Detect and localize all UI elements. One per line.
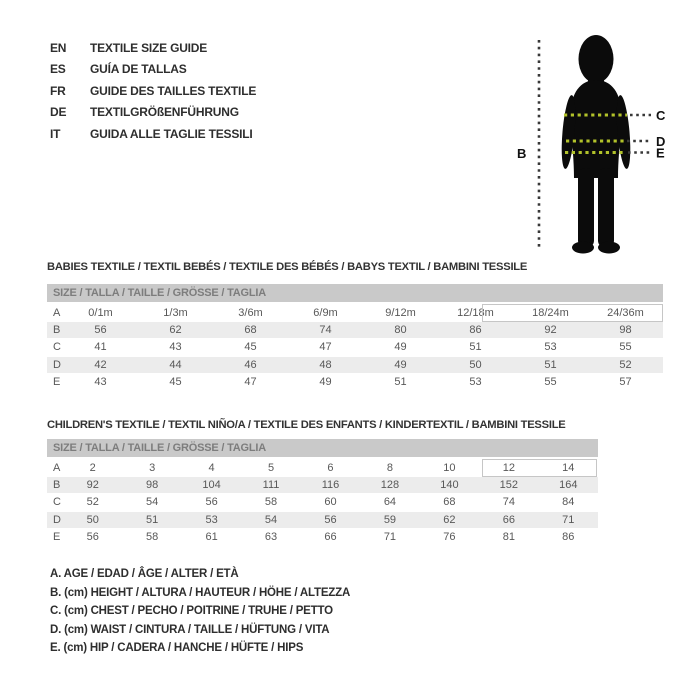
table-cell: 51 [394,376,407,389]
table-cell: 56 [86,531,99,544]
table-row [47,529,598,546]
table-cell: 2 [89,461,96,474]
table-cell: 62 [169,324,182,337]
legend-line: D. (cm) WAIST / CINTURA / TAILLE / HÜFTUNG / VITA [50,623,330,636]
table-cell: 164 [559,479,578,492]
table-cell: 5 [267,461,275,474]
table-cell: 43 [169,341,182,354]
table-cell: 3 [149,461,156,474]
children-size-table [47,439,598,546]
language-code: DE [50,105,67,120]
table-cell: 50 [469,358,482,371]
language-row [50,123,256,145]
size-header-bar: SIZE / TALLA / TAILLE / GRÖSSE / TAGLIA [47,284,663,302]
waist-label: D [656,134,666,149]
row-label: D [53,358,61,371]
table-cell: 4 [208,461,215,474]
table-row [47,476,598,493]
hip-label: E [656,145,665,161]
table-cell: 128 [380,479,400,492]
language-title: GUIDA ALLE TAGLIE TESSILI [90,126,253,141]
table-cell: 92 [544,324,557,337]
table-cell: 98 [146,479,159,492]
row-label: B [53,479,61,492]
table-cell: 47 [319,341,332,354]
language-code: IT [50,126,61,141]
table-cell: 12 [502,461,515,474]
table-cell: 84 [562,496,575,509]
table-cell: 44 [169,358,182,371]
table-cell: 111 [262,479,280,492]
table-cell: 62 [443,513,456,526]
language-code: FR [50,83,66,98]
table-cell: 46 [244,358,257,371]
table-cell: 55 [619,341,632,354]
table-row [47,494,598,511]
table-cell: 41 [94,341,107,354]
legend-line: C. (cm) CHEST / PECHO / POITRINE / TRUHE / PETTO [50,605,333,618]
legend-line: A. AGE / EDAD / ÂGE / ALTER / ETÀ [50,568,239,580]
table-cell: 140 [440,479,459,492]
language-row [50,37,256,59]
language-row [50,102,256,124]
table-cell: 50 [86,513,99,526]
table-cell: 116 [321,479,340,492]
table-row [47,511,598,528]
table-cell: 9/12m [385,306,416,319]
table-cell: 63 [264,531,278,544]
language-title: GUÍA DE TALLAS [90,62,187,77]
table-cell: 58 [264,496,278,509]
row-label: E [53,376,61,389]
table-cell: 86 [469,324,482,337]
table-cell: 81 [502,531,515,544]
table-cell: 1/3m [163,306,188,319]
table-row [47,459,598,476]
language-title: TEXTILE SIZE GUIDE [90,40,208,55]
children-section-title: CHILDREN'S TEXTILE / TEXTIL NIÑO/A / TEXTILE DES ENFANTS / KINDERTEXTIL / BAMBINI TESSILE [47,419,566,431]
table-cell: 12/18m [457,306,494,319]
table-cell: 52 [619,358,632,371]
legend-line: B. (cm) HEIGHT / ALTURA / HAUTEUR / HÖHE / ALTEZZA [50,586,351,599]
chest-label: C [656,108,666,123]
table-cell: 58 [146,531,159,544]
table-cell: 104 [202,479,221,492]
table-cell: 47 [244,376,257,389]
table-body [47,459,598,546]
size-header-bar: SIZE / TALLA / TAILLE / GRÖSSE / TAGLIA [47,439,598,457]
table-row [47,339,663,356]
table-cell: 71 [562,513,575,526]
table-cell: 56 [324,513,337,526]
table-cell: 18/24m [532,306,569,319]
height-label: B [517,146,527,161]
measurement-legend [50,565,350,658]
table-cell: 80 [394,324,407,337]
table-cell: 49 [394,341,407,354]
table-cell: 53 [469,376,482,389]
table-cell: 56 [94,324,107,337]
row-label: D [53,513,61,526]
table-cell: 14 [562,461,575,474]
table-cell: 53 [544,341,557,354]
table-cell: 66 [324,531,337,544]
language-title: GUIDE DES TAILLES TEXTILE [90,83,257,98]
table-cell: 10 [443,461,456,474]
language-code: EN [50,40,67,55]
table-cell: 68 [244,324,257,337]
table-cell: 66 [502,513,515,526]
table-cell: 57 [619,376,632,389]
figure-svg [500,28,700,258]
table-cell: 92 [86,479,99,492]
table-row [47,321,663,338]
row-label: A [53,461,61,474]
row-label: C [53,341,61,354]
table-row [47,304,663,321]
table-cell: 51 [146,513,159,526]
table-cell: 53 [205,513,218,526]
table-cell: 49 [394,358,407,371]
language-row [50,59,256,81]
table-cell: 98 [619,324,632,337]
table-cell: 3/6m [238,306,263,319]
table-cell: 6 [327,461,334,474]
table-cell: 51 [544,358,557,371]
language-row [50,80,256,102]
table-cell: 49 [319,376,332,389]
table-cell: 42 [94,358,107,371]
table-row [47,374,663,391]
table-cell: 60 [324,496,337,509]
language-title: TEXTILGRÖßENFÜHRUNG [90,105,239,120]
table-cell: 43 [94,376,107,389]
table-body [47,304,663,391]
table-cell: 0/1m [88,306,113,319]
babies-size-table [47,284,663,391]
table-cell: 8 [386,461,393,474]
table-cell: 52 [86,496,99,509]
table-cell: 51 [469,341,482,354]
table-cell: 6/9m [313,306,338,319]
babies-section-title: BABIES TEXTILE / TEXTIL BEBÉS / TEXTILE DES BÉBÉS / BABYS TEXTIL / BAMBINI TESSILE [47,261,528,273]
table-cell: 86 [562,531,575,544]
table-cell: 45 [169,376,182,389]
table-cell: 48 [319,358,332,371]
row-label: C [53,496,61,509]
table-cell: 55 [544,376,557,389]
table-cell: 74 [319,324,332,337]
table-cell: 74 [502,496,515,509]
table-cell: 64 [383,496,397,509]
language-code: ES [50,62,66,77]
measurement-figure [500,28,700,258]
table-cell: 61 [205,531,218,544]
table-cell: 76 [443,531,456,544]
table-row [47,356,663,373]
language-list [50,37,256,145]
table-cell: 152 [499,479,518,492]
table-cell: 24/36m [607,306,644,319]
row-label: E [53,531,61,544]
table-cell: 54 [264,513,278,526]
child-silhouette-icon [559,35,632,254]
table-cell: 45 [244,341,257,354]
table-cell: 68 [443,496,456,509]
legend-line: E. (cm) HIP / CADERA / HANCHE / HÜFTE / HIPS [50,642,304,655]
table-cell: 54 [146,496,159,509]
table-cell: 56 [205,496,218,509]
row-label: B [53,324,61,337]
row-label: A [53,306,61,319]
table-cell: 59 [383,513,397,526]
table-cell: 71 [383,531,397,544]
